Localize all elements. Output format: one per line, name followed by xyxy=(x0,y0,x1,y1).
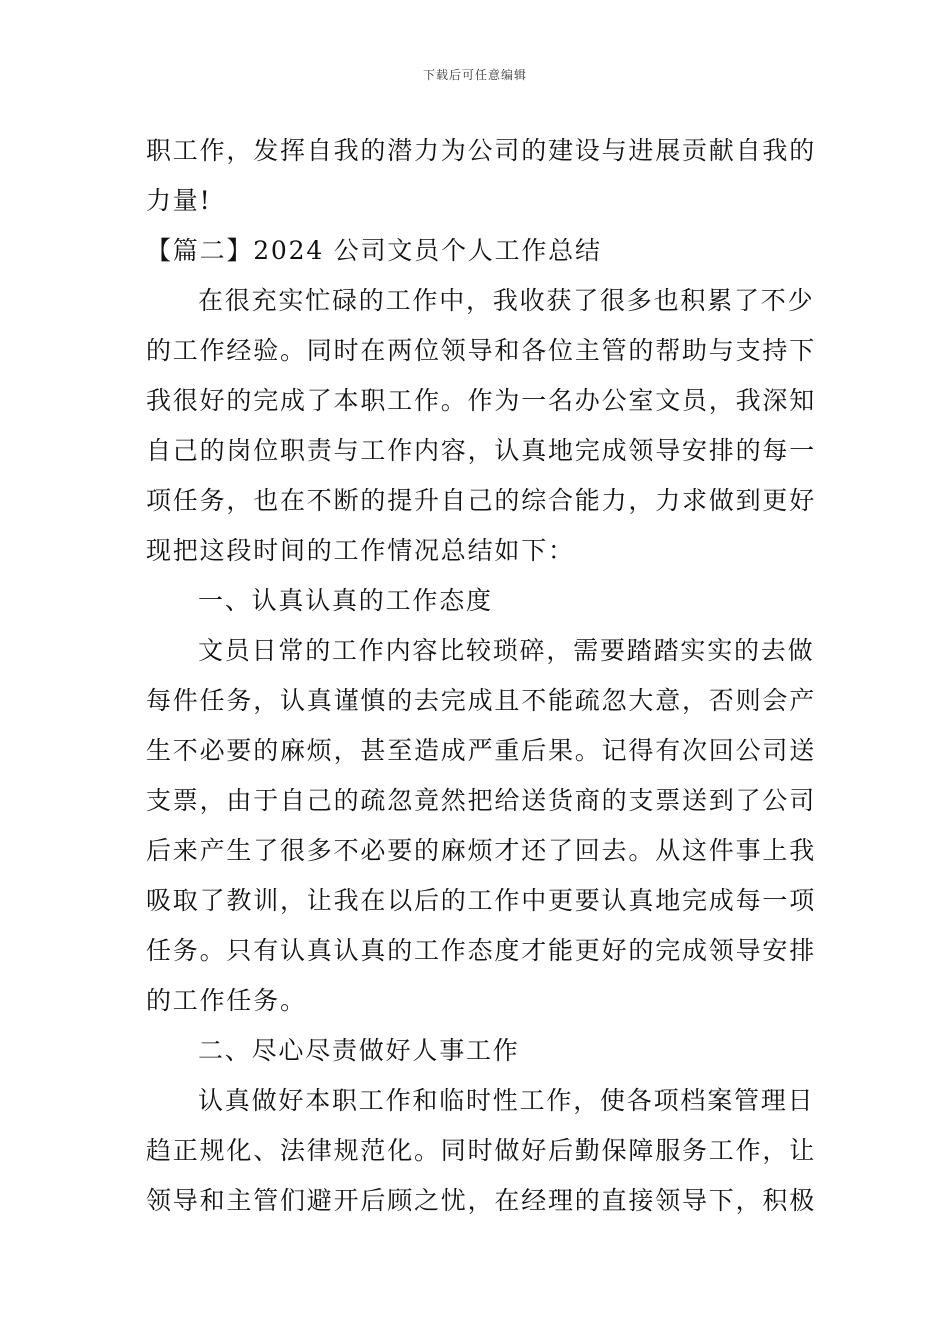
text-line: 项任务，也在不断的提升自己的综合能力，力求做到更好 xyxy=(146,486,817,515)
text-line: 趋正规化、法律规范化。同时做好后勤保障服务工作，让 xyxy=(146,1136,817,1165)
text-line: 现把这段时间的工作情况总结如下： xyxy=(146,536,575,565)
text-line: 的工作经验。同时在两位领导和各位主管的帮助与支持下 xyxy=(146,336,817,365)
text-line: 认真做好本职工作和临时性工作，使各项档案管理日 xyxy=(198,1086,815,1115)
text-line: 力量! xyxy=(146,186,212,215)
text-line: 生不必要的麻烦，甚至造成严重后果。记得有次回公司送 xyxy=(146,736,817,765)
subsection-heading: 一、认真认真的工作态度 xyxy=(198,586,493,615)
text-line: 每件任务，认真谨慎的去完成且不能疏忽大意，否则会产 xyxy=(146,686,817,715)
section-heading: 【篇二】2024 公司文员个人工作总结 xyxy=(146,236,602,265)
text-line: 职工作，发挥自我的潜力为公司的建设与进展贡献自我的 xyxy=(146,136,817,165)
document-body xyxy=(146,126,817,1226)
page-header-note: 下载后可任意编辑 xyxy=(422,68,527,82)
text-line: 我很好的完成了本职工作。作为一名办公室文员，我深知 xyxy=(146,386,817,415)
text-line: 领导和主管们避开后顾之忧，在经理的直接领导下，积极 xyxy=(146,1186,817,1215)
text-line: 文员日常的工作内容比较琐碎，需要踏踏实实的去做 xyxy=(198,636,815,665)
text-line: 的工作任务。 xyxy=(146,986,307,1015)
text-line: 后来产生了很多不必要的麻烦才还了回去。从这件事上我 xyxy=(146,836,817,865)
text-line: 任务。只有认真认真的工作态度才能更好的完成领导安排 xyxy=(146,936,817,965)
text-line: 在很充实忙碌的工作中，我收获了很多也积累了不少 xyxy=(198,286,815,315)
text-line: 自己的岗位职责与工作内容，认真地完成领导安排的每一 xyxy=(146,436,817,465)
text-line: 支票，由于自己的疏忽竟然把给送货商的支票送到了公司 xyxy=(146,786,817,815)
subsection-heading: 二、尽心尽责做好人事工作 xyxy=(198,1036,520,1065)
text-line: 吸取了教训，让我在以后的工作中更要认真地完成每一项 xyxy=(146,886,817,915)
